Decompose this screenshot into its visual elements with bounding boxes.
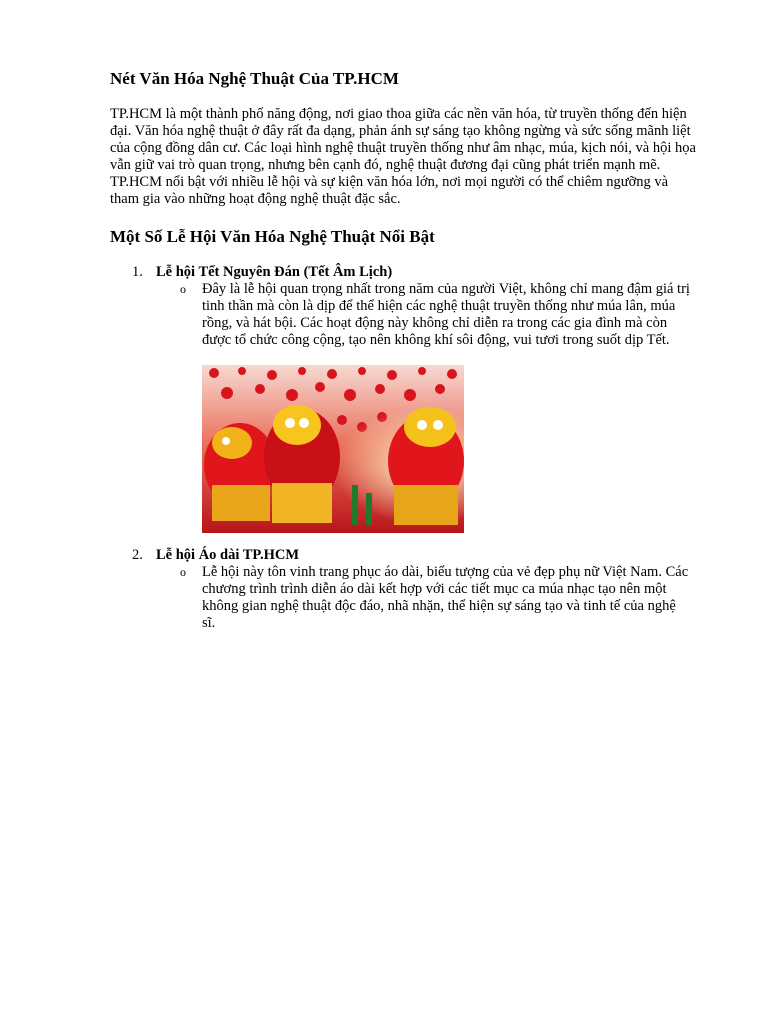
- lion-dance-photo: [202, 365, 464, 533]
- festival-bullet: [156, 281, 698, 349]
- festival-description: Lễ hội này tôn vinh trang phục áo dài, biểu tượng của vẻ đẹp phụ nữ Việt Nam. Các chương trình trình diễn áo dài kết hợp với các tiết mục ca múa nhạc tạo nên một không gian nghệ thuật độc đáo, nhã nhặn, thể hiện sự sáng tạo và tinh tế của nghệ sĩ.: [202, 564, 689, 631]
- festival-bullets: [156, 281, 698, 349]
- festival-bullets: [156, 564, 698, 632]
- document-title: Nét Văn Hóa Nghệ Thuật Của TP.HCM: [110, 69, 399, 88]
- festival-item-ao-dai: [110, 547, 698, 632]
- festival-list: [110, 264, 698, 632]
- festival-bullet: [156, 564, 698, 632]
- festival-name: Lễ hội Áo dài TP.HCM: [156, 547, 300, 563]
- intro-paragraph: TP.HCM là một thành phố năng động, nơi giao thoa giữa các nền văn hóa, từ truyền thống đến hiện đại. Văn hóa nghệ thuật ở đây rất đa dạng, phản ánh sự sáng tạo không ngừng và sức sống mãnh liệt của cộng đồng dân cư. Các loại hình nghệ thuật truyền thống như âm nhạc, múa, kịch nói, và hội họa vẫn giữ vai trò quan trọng, nhưng bên cạnh đó, nghệ thuật đương đại cũng phát triển mạnh mẽ. TP.HCM nổi bật với nhiều lễ hội và sự kiện văn hóa lớn, nơi mọi người có thể chiêm ngưỡng và tham gia vào những hoạt động nghệ thuật đặc sắc.: [110, 106, 696, 207]
- circle-bullet-icon: o: [180, 282, 186, 296]
- festival-description: Đây là lễ hội quan trọng nhất trong năm của người Việt, không chỉ mang đậm giá trị tinh thần mà còn là dịp để thể hiện các nghệ thuật truyền thống như múa lân, múa rồng, và hát bội. Các hoạt động này không chỉ diễn ra trong các gia đình mà còn được tổ chức công cộng, tạo nên không khí sôi động, vui tươi trong suốt dịp Tết.: [202, 281, 690, 348]
- festival-item-tet: [110, 264, 698, 533]
- festival-number: 1.: [132, 264, 143, 280]
- festival-name: Lễ hội Tết Nguyên Đán (Tết Âm Lịch): [156, 264, 393, 280]
- festival-number: 2.: [132, 547, 143, 563]
- circle-bullet-icon: o: [180, 565, 186, 579]
- section-heading: Một Số Lễ Hội Văn Hóa Nghệ Thuật Nổi Bật: [110, 227, 435, 246]
